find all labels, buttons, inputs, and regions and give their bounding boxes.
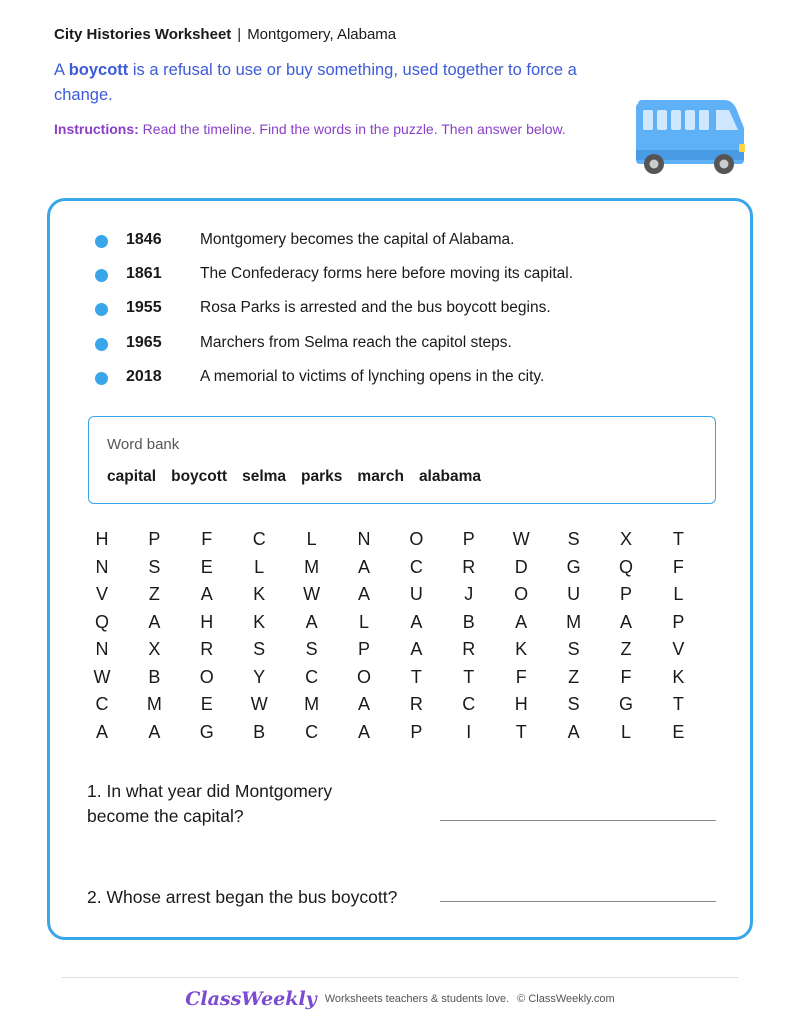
grid-letter[interactable]: P (148, 529, 161, 549)
grid-letter[interactable]: K (253, 584, 266, 604)
grid-letter[interactable]: E (200, 556, 213, 577)
definition-term: boycott (68, 61, 129, 79)
grid-letter[interactable]: L (254, 556, 265, 577)
grid-letter[interactable]: T (515, 721, 527, 742)
grid-letter[interactable]: J (464, 584, 474, 604)
grid-letter[interactable]: M (304, 556, 320, 577)
grid-letter[interactable]: Z (148, 584, 160, 604)
grid-letter[interactable]: C (409, 556, 423, 577)
grid-letter[interactable]: S (253, 639, 266, 659)
grid-row (87, 529, 727, 557)
footer-tagline: Worksheets teachers & students love. (324, 993, 510, 1005)
grid-letter[interactable]: O (199, 666, 214, 687)
grid-letter[interactable]: X (619, 529, 632, 549)
grid-letter[interactable]: L (673, 584, 684, 604)
timeline-dot-icon (95, 269, 108, 282)
grid-letter[interactable]: H (200, 611, 214, 632)
grid-letter[interactable]: C (305, 721, 319, 742)
grid-letter[interactable]: S (305, 639, 318, 659)
grid-letter[interactable]: A (148, 611, 161, 632)
grid-row (87, 584, 727, 612)
grid-letter[interactable]: T (463, 666, 475, 687)
grid-letter[interactable]: F (672, 556, 684, 577)
timeline-item (90, 231, 690, 251)
word-bank-label: Word bank (107, 436, 180, 453)
grid-letter[interactable]: N (95, 639, 109, 659)
grid-letter[interactable]: P (410, 721, 423, 742)
grid-letter[interactable]: A (305, 611, 318, 632)
timeline-year: 1861 (126, 265, 162, 283)
grid-letter[interactable]: E (672, 721, 685, 742)
grid-letter[interactable]: Q (618, 556, 633, 577)
grid-letter[interactable]: A (357, 556, 370, 577)
grid-letter[interactable]: L (358, 611, 369, 632)
timeline-event: Rosa Parks is arrested and the bus boycott begins. (200, 299, 551, 317)
timeline-item (90, 368, 690, 388)
grid-letter[interactable]: O (514, 584, 529, 604)
grid-row (87, 639, 727, 667)
grid-letter[interactable]: E (200, 694, 213, 714)
grid-letter[interactable]: K (253, 611, 266, 632)
timeline-event: Montgomery becomes the capital of Alabama. (200, 231, 515, 248)
timeline-dot-icon (95, 303, 108, 316)
timeline-dot-icon (95, 372, 108, 385)
grid-letter[interactable]: H (514, 694, 528, 714)
grid-letter[interactable]: G (618, 694, 633, 714)
grid-letter[interactable]: A (410, 611, 423, 632)
grid-letter[interactable]: X (148, 639, 161, 659)
grid-letter[interactable]: P (619, 584, 632, 604)
grid-letter[interactable]: P (462, 529, 475, 549)
grid-letter[interactable]: P (672, 611, 685, 632)
word-bank-word: selma (242, 468, 287, 485)
timeline-year: 2018 (126, 367, 162, 385)
grid-letter[interactable]: B (462, 611, 475, 632)
grid-letter[interactable]: Y (253, 666, 266, 687)
brand-logo: ClassWeekly (185, 988, 317, 1010)
grid-letter[interactable]: M (304, 694, 320, 714)
grid-letter[interactable]: A (515, 611, 528, 632)
grid-letter[interactable]: K (672, 666, 685, 687)
timeline-event: Marchers from Selma reach the capitol steps. (200, 333, 512, 351)
grid-letter[interactable]: T (672, 529, 684, 549)
grid-letter[interactable]: W (250, 694, 268, 714)
grid-row (87, 667, 727, 695)
footer-copyright: © ClassWeekly.com (517, 993, 615, 1005)
word-bank-words (107, 468, 496, 486)
grid-letter[interactable]: N (357, 529, 371, 549)
grid-letter[interactable]: A (357, 584, 370, 604)
timeline-dot-icon (95, 235, 108, 248)
grid-letter[interactable]: R (200, 639, 214, 659)
grid-letter[interactable]: A (148, 721, 161, 742)
word-bank-word: march (357, 468, 404, 485)
grid-letter[interactable]: O (409, 529, 424, 549)
grid-letter[interactable]: R (462, 639, 476, 659)
grid-row (87, 557, 727, 585)
worksheet-title: City Histories Worksheet (54, 26, 232, 43)
grid-letter[interactable]: G (199, 721, 214, 742)
grid-letter[interactable]: B (148, 666, 161, 687)
word-bank-word: capital (107, 468, 157, 485)
bus-icon (632, 98, 748, 180)
word-bank (88, 416, 716, 504)
grid-letter[interactable]: F (201, 529, 213, 549)
grid-letter[interactable]: T (672, 694, 684, 714)
grid-letter[interactable]: A (357, 721, 370, 742)
grid-letter[interactable]: V (672, 639, 685, 659)
timeline-year: 1955 (126, 299, 162, 317)
worksheet-card (47, 198, 753, 940)
grid-letter[interactable]: D (514, 556, 528, 577)
answer-line-2[interactable] (440, 901, 716, 902)
grid-letter[interactable]: A (95, 721, 108, 742)
timeline-item (90, 299, 690, 319)
grid-letter[interactable]: L (620, 721, 631, 742)
grid-letter[interactable]: A (619, 611, 632, 632)
grid-letter[interactable]: S (148, 556, 161, 577)
grid-letter[interactable]: Z (568, 666, 580, 687)
grid-letter[interactable]: H (95, 529, 109, 549)
instructions-label: Instructions: (54, 121, 139, 137)
timeline-event: A memorial to victims of lynching opens in the city. (200, 367, 545, 385)
word-bank-word: parks (301, 468, 343, 485)
instructions-text: Read the timeline. Find the words in the puzzle. Then answer below. (142, 121, 566, 137)
grid-letter[interactable]: T (410, 666, 422, 687)
grid-letter[interactable]: U (409, 584, 423, 604)
timeline-item (90, 265, 690, 285)
question-1: 1. In what year did Montgomery become the capital? (87, 781, 333, 826)
worksheet-header (54, 26, 396, 43)
header-separator: | (237, 26, 242, 43)
definition-text: is a refusal to use or buy something, used together to force a change. (54, 61, 577, 104)
timeline-year: 1846 (126, 231, 162, 248)
grid-letter[interactable]: W (512, 529, 530, 549)
grid-row (87, 694, 727, 722)
grid-letter[interactable]: W (303, 584, 321, 604)
grid-row (87, 612, 727, 640)
boycott-definition (54, 58, 594, 108)
grid-letter[interactable]: K (515, 639, 528, 659)
grid-letter[interactable]: U (567, 584, 581, 604)
grid-letter[interactable]: M (146, 694, 162, 714)
grid-letter[interactable]: V (95, 584, 108, 604)
grid-letter[interactable]: N (95, 556, 109, 577)
timeline-item (90, 334, 690, 354)
grid-letter[interactable]: W (93, 666, 111, 687)
grid-letter[interactable]: Q (94, 611, 109, 632)
grid-letter[interactable]: A (200, 584, 213, 604)
grid-letter[interactable]: C (462, 694, 476, 714)
word-bank-word: boycott (171, 468, 228, 485)
grid-row (87, 722, 727, 750)
timeline-event: The Confederacy forms here before moving its capital. (200, 265, 574, 283)
grid-letter[interactable]: A (410, 639, 423, 659)
timeline-dot-icon (95, 338, 108, 351)
grid-letter[interactable]: C (95, 694, 109, 714)
question-2: 2. Whose arrest began the bus boycott? (87, 887, 398, 907)
grid-letter[interactable]: P (357, 639, 370, 659)
grid-letter[interactable]: I (466, 721, 472, 742)
grid-letter[interactable]: A (357, 694, 370, 714)
grid-letter[interactable]: G (566, 556, 581, 577)
grid-letter[interactable]: B (253, 721, 266, 742)
grid-letter[interactable]: M (566, 611, 582, 632)
timeline-year: 1965 (126, 333, 162, 351)
grid-letter[interactable]: C (252, 529, 266, 549)
grid-letter[interactable]: Z (620, 639, 632, 659)
grid-letter[interactable]: F (620, 666, 632, 687)
grid-letter[interactable]: S (567, 694, 580, 714)
grid-letter[interactable]: R (409, 694, 423, 714)
grid-letter[interactable]: C (305, 666, 319, 687)
grid-letter[interactable]: F (515, 666, 527, 687)
footer-divider (62, 977, 738, 978)
grid-letter[interactable]: L (306, 529, 317, 549)
grid-letter[interactable]: S (567, 529, 580, 549)
grid-letter[interactable]: A (567, 721, 580, 742)
answer-line-1[interactable] (440, 820, 716, 821)
instructions (54, 118, 574, 140)
city-name: Montgomery, Alabama (247, 26, 397, 43)
grid-letter[interactable]: O (356, 666, 371, 687)
grid-letter[interactable]: R (462, 556, 476, 577)
definition-intro: A (54, 61, 65, 79)
footer (0, 988, 800, 1010)
grid-letter[interactable]: S (567, 639, 580, 659)
word-bank-word: alabama (418, 468, 481, 485)
